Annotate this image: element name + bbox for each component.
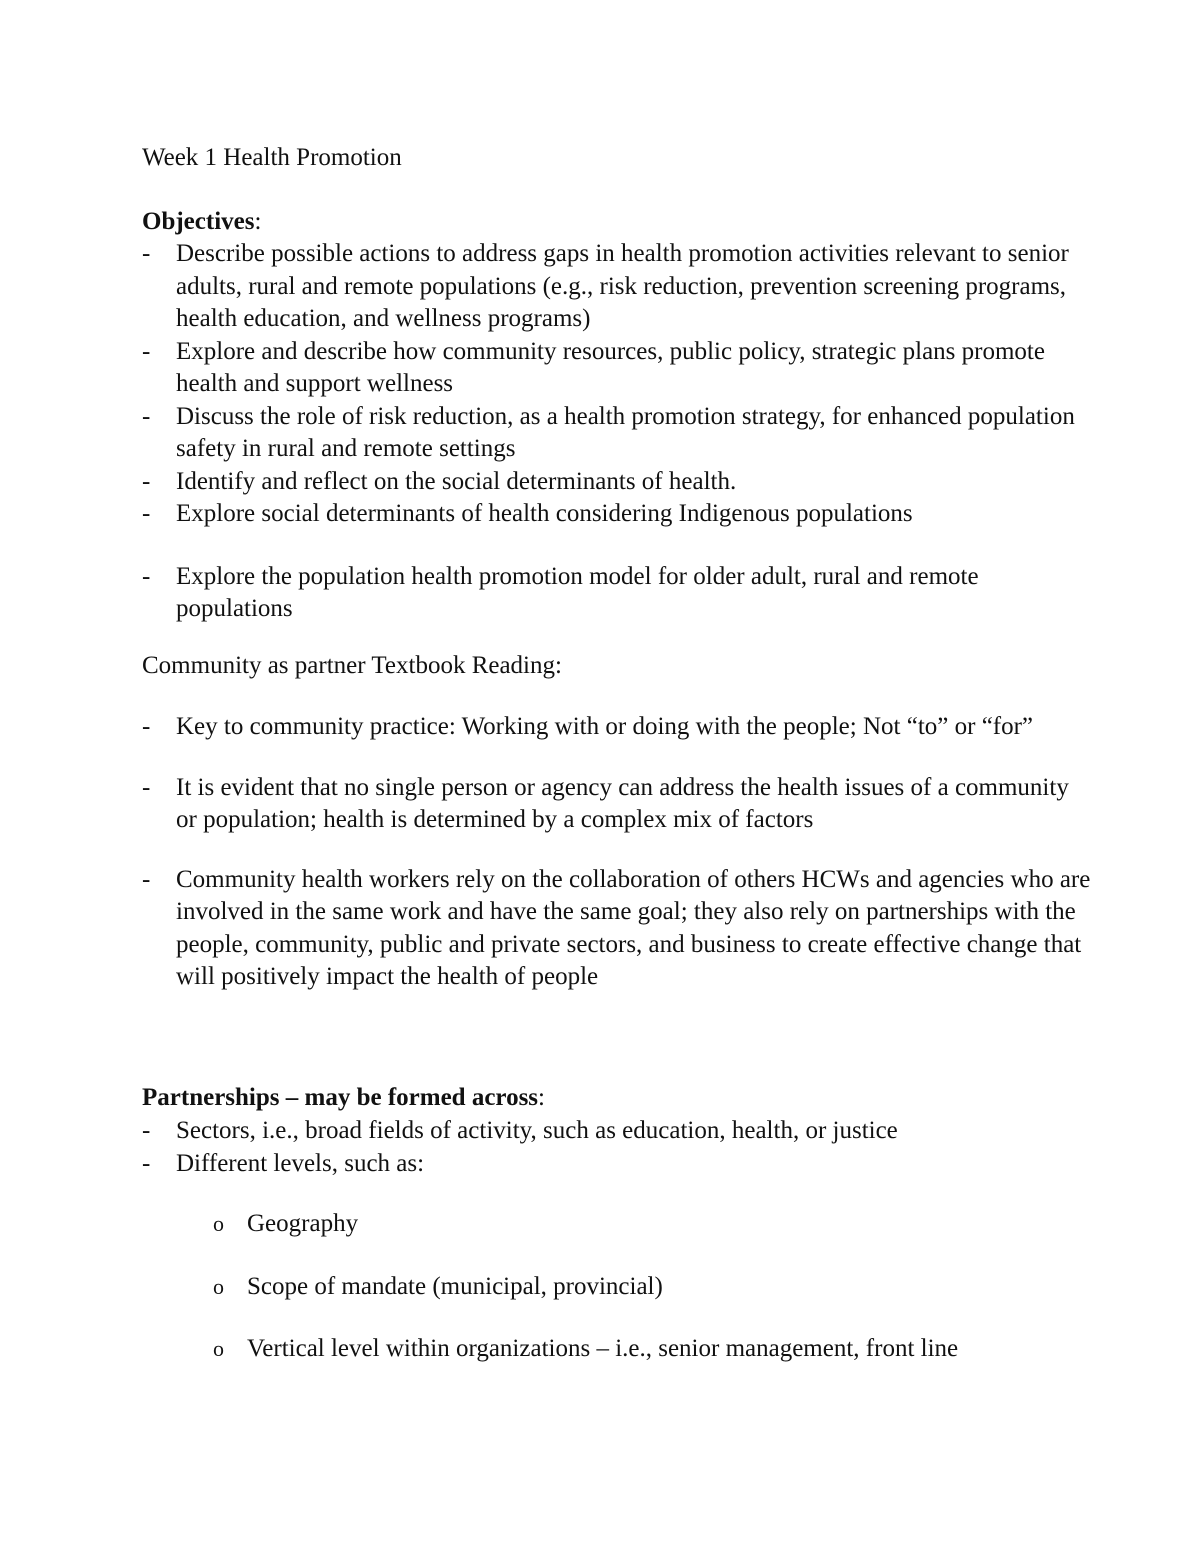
reading-text: Community health workers rely on the collaboration of others HCWs and agencies who are involved in the same work and have the same goal; they also rely on partnerships with the people, community, public and private sectors, and business to create effective change that will positively impact the health of people (176, 865, 1091, 990)
level-text: Scope of mandate (municipal, provincial) (247, 1272, 663, 1300)
list-item (142, 1208, 1092, 1241)
page-title: Week 1 Health Promotion (142, 144, 402, 171)
list-item (142, 498, 1092, 531)
list-item (142, 1148, 1092, 1181)
reading-text: It is evident that no single person or agency can address the health issues of a community or population; health is determined by a complex mix of factors (176, 773, 1069, 833)
dash-bullet: - (142, 1117, 151, 1144)
partnership-text: Sectors, i.e., broad fields of activity, such as education, health, or justice (176, 1117, 898, 1144)
objectives-heading-text: Objectives (142, 208, 255, 235)
partnerships-heading-text: Partnerships – may be formed across (142, 1084, 539, 1111)
objectives-heading (142, 206, 261, 239)
objective-text: Explore and describe how community resources, public policy, strategic plans promote health and support wellness (176, 337, 1045, 397)
list-item (142, 561, 1092, 626)
list-item (142, 238, 1092, 336)
dash-bullet: - (142, 240, 151, 267)
partnerships-heading (142, 1082, 545, 1115)
list-item (142, 401, 1092, 466)
objective-text: Explore the population health promotion model for older adult, rural and remote populations (176, 562, 979, 622)
dash-bullet: - (142, 562, 151, 590)
level-text: Geography (247, 1210, 359, 1237)
reading-heading: Community as partner Textbook Reading: (142, 652, 562, 679)
list-item (142, 1115, 1092, 1148)
dash-bullet: - (142, 773, 151, 801)
objective-text: Explore social determinants of health considering Indigenous populations (176, 500, 913, 527)
dash-bullet: - (142, 467, 151, 495)
list-item (142, 711, 1092, 744)
list-item (142, 1271, 1092, 1304)
list-item (142, 772, 1092, 837)
reading-text: Key to community practice: Working with or doing with the people; Not “to” or “for” (176, 713, 1034, 740)
objective-text: Discuss the role of risk reduction, as a health promotion strategy, for enhanced population safety in rural and remote settings (176, 402, 1075, 462)
partnership-text: Different levels, such as: (176, 1149, 425, 1177)
partnerships-heading-colon: : (538, 1084, 545, 1111)
dash-bullet: - (142, 337, 151, 365)
list-item (142, 336, 1092, 401)
dash-bullet: - (142, 713, 151, 740)
list-item (142, 1333, 1092, 1366)
partnerships-list (142, 1115, 1092, 1180)
objectives-list (142, 238, 1092, 626)
levels-sublist (142, 1208, 1092, 1366)
circle-bullet: o (213, 1273, 224, 1299)
dash-bullet: - (142, 500, 151, 527)
circle-bullet: o (213, 1336, 224, 1361)
objective-text: Identify and reflect on the social determinants of health. (176, 467, 737, 495)
reading-list (142, 711, 1092, 994)
dash-bullet: - (142, 402, 151, 430)
list-item (142, 466, 1092, 499)
circle-bullet: o (213, 1211, 224, 1236)
objective-text: Describe possible actions to address gaps in health promotion activities relevant to senior adults, rural and remote populations (e.g., risk reduction, prevention screening programs, health education, and wellness programs) (176, 240, 1069, 332)
objectives-heading-colon: : (254, 208, 262, 235)
dash-bullet: - (142, 865, 151, 893)
dash-bullet: - (142, 1149, 151, 1177)
list-item (142, 864, 1092, 994)
level-text: Vertical level within organizations – i.e., senior management, front line (247, 1335, 959, 1362)
